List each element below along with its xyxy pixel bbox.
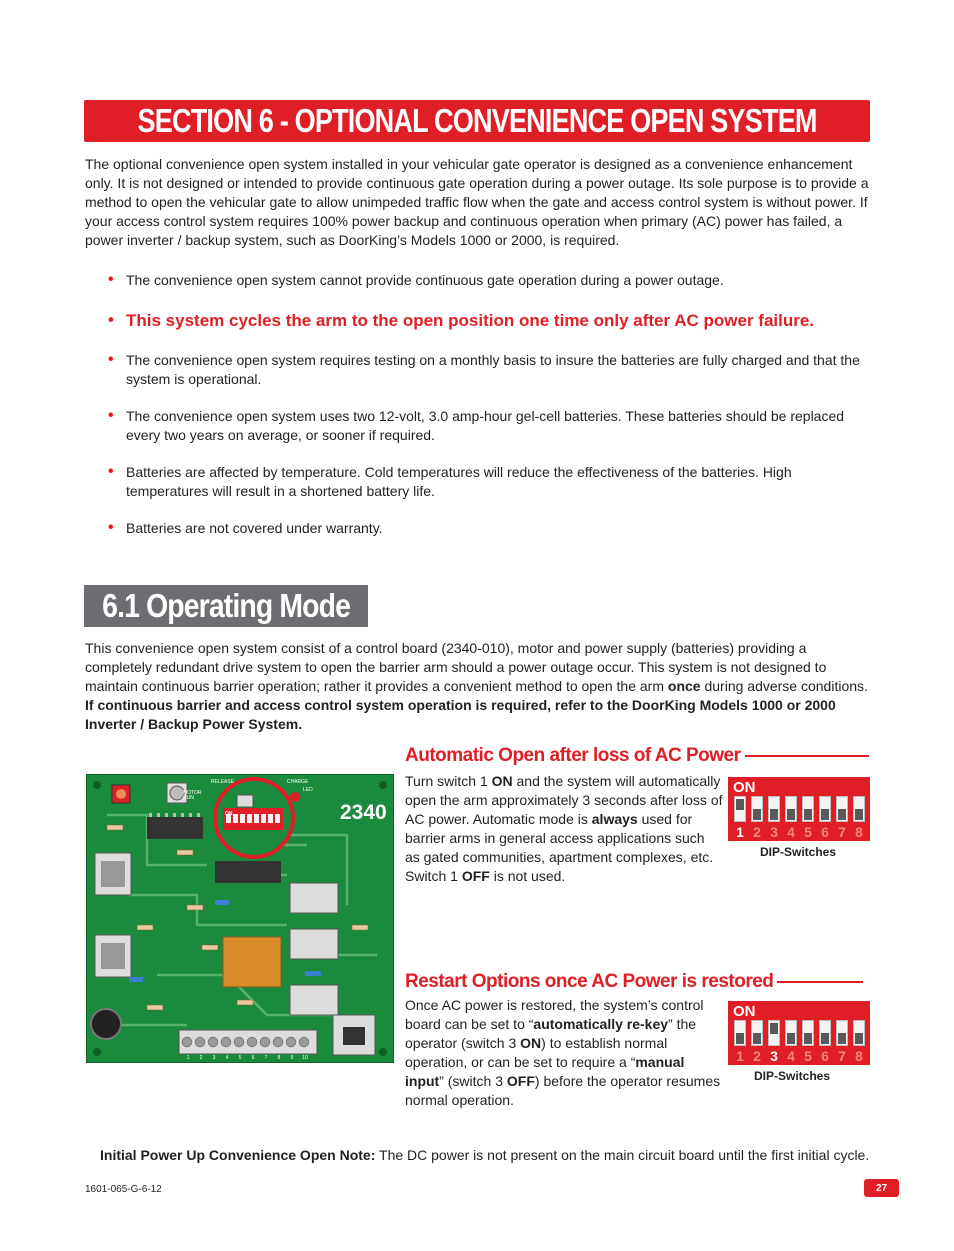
- board-label-on: ON: [225, 811, 233, 817]
- list-item: • The convenience open system requires testing on a monthly basis to insure the batteries are fully charged and that the system is operational.: [108, 351, 860, 387]
- dip-switch-knob: [855, 809, 863, 820]
- dip-switch-number: 3: [770, 1048, 778, 1064]
- dip-on-label: ON: [733, 1003, 756, 1020]
- dip-switch-knob: [736, 1033, 744, 1044]
- section-banner: [84, 100, 870, 142]
- dip-switch-knob: [753, 1033, 761, 1044]
- dip-switch-knob: [770, 809, 778, 820]
- dip-switch-2: [751, 796, 763, 822]
- operating-paragraph: This convenience open system consist of a control board (2340-010), motor and power supply (batteries) providing a completely redundant drive system to open the barrier arm should a power outage occur. This system is not designed to maintain continuous barrier operation; rather it provides a convenient method to open the arm once during adverse conditions. If continuous barrier and access control system operation is required, refer to the DoorKing Models 1000 or 2000 Inverter / Backup Power System.: [85, 640, 868, 732]
- dip-switch-knob: [838, 1033, 846, 1044]
- dip-switch-knob: [787, 809, 795, 820]
- dip-switch-knob: [753, 809, 761, 820]
- list-item: • Batteries are not covered under warranty.: [108, 519, 383, 536]
- board-label-charge: CHARGE: [287, 779, 309, 785]
- dip-switch-number: 6: [821, 824, 829, 840]
- dip-switch-number: 7: [838, 824, 846, 840]
- dip-switch-knob: [821, 1033, 829, 1044]
- dip-switch-number: 8: [855, 824, 863, 840]
- dip-switch-number: 5: [804, 824, 812, 840]
- dip-switch-2: [751, 1020, 763, 1046]
- document-code: 1601-065-G-6-12: [85, 1184, 162, 1195]
- dip-switch-knob: [787, 1033, 795, 1044]
- dip-switch-number: 4: [787, 1048, 795, 1064]
- dip-switch-number: 2: [753, 1048, 761, 1064]
- dip-switch-4: [785, 1020, 797, 1046]
- restart-heading: Restart Options once AC Power is restored: [405, 971, 863, 993]
- subsection-title: 6.1 Operating Mode: [102, 587, 350, 624]
- dip-switch-6: [819, 1020, 831, 1046]
- auto-open-text: Turn switch 1 ON and the system will automatically open the arm approximately 3 seconds after loss of AC power. Automatic mode is always used for barrier arms in general access applications such as gated communities, apartment complexes, etc. Switch 1 OFF is not used.: [405, 773, 723, 884]
- dip-switch-number: 6: [821, 1048, 829, 1064]
- board-model-label: 2340: [340, 801, 387, 824]
- dip-switch-5: [802, 1020, 814, 1046]
- dip-switch-7: [836, 1020, 848, 1046]
- dip-switch-knob: [804, 809, 812, 820]
- board-label-led: LED: [303, 787, 313, 793]
- dip-switch-number: 5: [804, 1048, 812, 1064]
- dip-switch-4: [785, 796, 797, 822]
- terminal-numbers: 1 2 3 4 5 6 7 8 9 10: [186, 1055, 308, 1061]
- heading-rule: [745, 755, 869, 757]
- board-label-motor-run: MOTOR RUN: [183, 790, 202, 801]
- heading-rule: [777, 981, 863, 983]
- dip-switch-knob: [770, 1023, 778, 1034]
- list-item: • Batteries are affected by temperature. Cold temperatures will reduce the effectiveness of the batteries. High temperatures will result in a shortened battery life.: [108, 463, 792, 499]
- dip-switch-7: [836, 796, 848, 822]
- dip-switch-8: [853, 1020, 865, 1046]
- dip-switch-knob: [804, 1033, 812, 1044]
- page-number: 27: [864, 1179, 899, 1197]
- dip-switch-knob: [821, 809, 829, 820]
- dip-switches-caption: DIP-Switches: [760, 845, 837, 859]
- board-label-release: RELEASE: [211, 779, 235, 785]
- dip-switch-1: [734, 1020, 746, 1046]
- intro-paragraph: The optional convenience open system installed in your vehicular gate operator is designed as a convenience enhancement only. It is not designed or intended to provide continuous gate operation during a power outage. Its sole purpose is to provide a method to open the vehicular gate to allow unimpeded traffic flow when the gate and access control system is without power. If your access control system requires 100% power backup and continuous operation when primary (AC) power has failed, a power inverter / backup system, such as DoorKing’s Models 1000 or 2000, is required.: [85, 156, 869, 248]
- dip-switch-number: 7: [838, 1048, 846, 1064]
- control-board-image: [86, 774, 394, 1063]
- dip-switch-8: [853, 796, 865, 822]
- dip-switch-knob: [838, 809, 846, 820]
- section-title: SECTION 6 - OPTIONAL CONVENIENCE OPEN SYSTEM: [137, 102, 817, 139]
- dip-switch-number: 1: [736, 1048, 744, 1064]
- dip-switch-3: [768, 796, 780, 822]
- dip-switch-knob: [855, 1033, 863, 1044]
- dip-switch-diagram-auto: [728, 777, 870, 841]
- dip-on-label: ON: [733, 779, 756, 796]
- dip-switches-caption: DIP-Switches: [754, 1069, 831, 1083]
- dip-switch-1: [734, 796, 746, 822]
- dip-switch-5: [802, 796, 814, 822]
- subsection-banner: [84, 585, 368, 627]
- restart-text: Once AC power is restored, the system’s control board can be set to “automatically re-key” the operator (switch 3 ON) to establish normal operation, or can be set to require a “manual input” (switch 3 OFF) before the operator resumes normal operation.: [405, 997, 721, 1108]
- list-item: • The convenience open system cannot provide continuous gate operation during a power outage.: [108, 271, 724, 288]
- dip-switch-number: 3: [770, 824, 778, 840]
- dip-switch-number: 1: [736, 824, 744, 840]
- dip-switch-3: [768, 1020, 780, 1046]
- dip-switch-6: [819, 796, 831, 822]
- list-item: • The convenience open system uses two 12-volt, 3.0 amp-hour gel-cell batteries. These batteries should be replaced every two years on average, or sooner if required.: [108, 407, 845, 443]
- dip-switch-diagram-restart: [728, 1001, 870, 1065]
- dip-switch-number: 2: [753, 824, 761, 840]
- dip-switch-number: 4: [787, 824, 795, 840]
- list-item-highlight: • This system cycles the arm to the open position one time only after AC power failure.: [108, 310, 815, 330]
- dip-switch-number: 8: [855, 1048, 863, 1064]
- auto-open-heading: Automatic Open after loss of AC Power: [405, 745, 869, 767]
- power-up-note: Initial Power Up Convenience Open Note: The DC power is not present on the main circuit board until the first initial cycle.: [100, 1147, 870, 1163]
- dip-switch-knob: [736, 799, 744, 810]
